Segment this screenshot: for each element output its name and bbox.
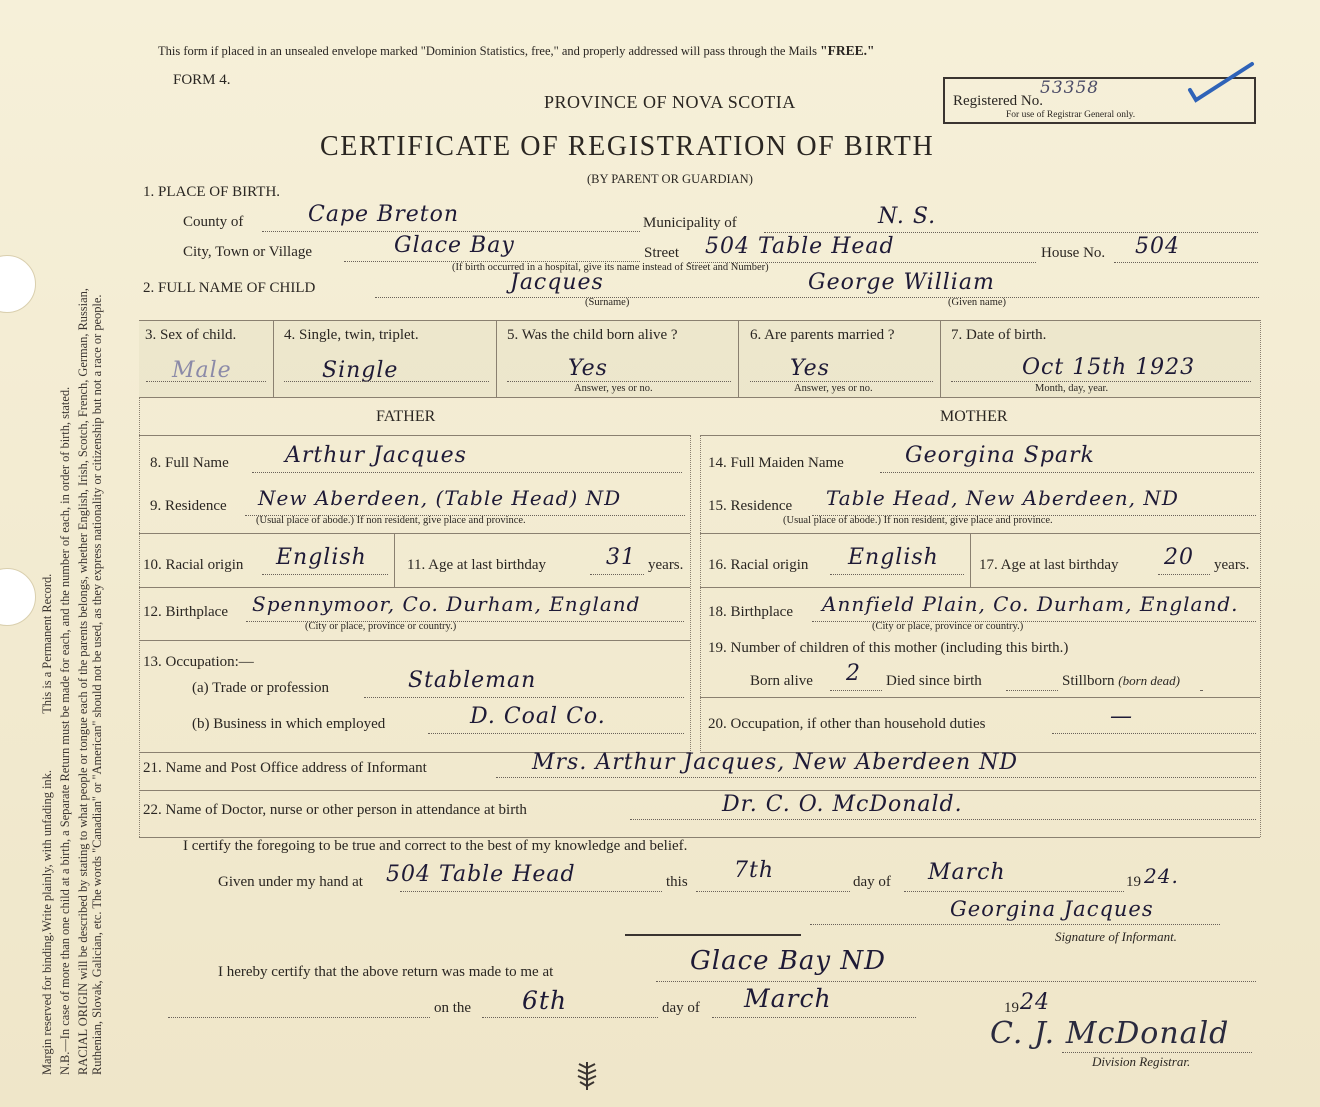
sex-label: 3. Sex of child. bbox=[145, 327, 237, 343]
province-title: PROVINCE OF NOVA SCOTIA bbox=[544, 92, 796, 112]
certification-day-value: 7th bbox=[734, 858, 775, 883]
house-number-label: House No. bbox=[1041, 245, 1106, 261]
father-birthplace-label: 12. Birthplace bbox=[143, 604, 228, 620]
born-alive-caption: Answer, yes or no. bbox=[574, 383, 653, 394]
informant-label: 21. Name and Post Office address of Informant bbox=[143, 760, 427, 776]
registrar-signature: C. J. McDonald bbox=[990, 1016, 1230, 1051]
certification-statement: I certify the foregoing to be true and correct to the best of my knowledge and belief. bbox=[183, 838, 688, 854]
given-place-value: 504 Table Head bbox=[386, 862, 576, 887]
mother-birthplace-label: 18. Birthplace bbox=[708, 604, 793, 620]
registrar-on-the-label: on the bbox=[434, 1000, 472, 1016]
registered-number: 53358 bbox=[1040, 78, 1100, 98]
born-alive-count-value: 2 bbox=[846, 661, 861, 686]
street-value: 504 Table Head bbox=[705, 234, 895, 259]
father-business-label: (b) Business in which employed bbox=[192, 716, 386, 732]
certification-year-value: 24. bbox=[1144, 864, 1179, 888]
mother-name-label: 14. Full Maiden Name bbox=[708, 455, 844, 471]
margin-note-ink: Write plainly, with unfading ink. bbox=[40, 770, 54, 932]
father-racial-value: English bbox=[276, 545, 367, 570]
city-label: City, Town or Village bbox=[183, 244, 313, 260]
municipality-label: Municipality of bbox=[643, 215, 737, 231]
mother-racial-label: 16. Racial origin bbox=[708, 557, 809, 573]
father-birthplace-caption: (City or place, province or country.) bbox=[305, 621, 457, 632]
division-registrar-caption: Division Registrar. bbox=[1092, 1054, 1191, 1069]
this-label: this bbox=[666, 874, 688, 890]
father-name-label: 8. Full Name bbox=[150, 455, 229, 471]
father-age-unit: years. bbox=[648, 557, 684, 573]
binding-hole-top bbox=[0, 255, 36, 313]
mother-birthplace-caption: (City or place, province or country.) bbox=[872, 621, 1024, 632]
mother-occupation-value: — bbox=[1110, 704, 1133, 729]
registrar-year-prefix: 19 bbox=[1004, 1000, 1019, 1016]
registrar-month-value: March bbox=[744, 984, 832, 1013]
margin-note-permanent: This is a Permanent Record. bbox=[40, 573, 54, 714]
binding-hole-bottom bbox=[0, 568, 36, 626]
father-age-value: 31 bbox=[606, 545, 636, 570]
mother-age-value: 20 bbox=[1164, 545, 1194, 570]
father-name-value: Arthur Jacques bbox=[285, 443, 467, 468]
born-alive-value: Yes bbox=[568, 356, 608, 381]
certification-month-value: March bbox=[928, 860, 1006, 885]
mother-occupation-label: 20. Occupation, if other than household duties bbox=[708, 716, 986, 732]
form-number: FORM 4. bbox=[173, 72, 231, 88]
parents-married-label: 6. Are parents married ? bbox=[750, 327, 895, 343]
mother-residence-label: 15. Residence bbox=[708, 498, 793, 514]
house-number-value: 504 bbox=[1135, 234, 1180, 259]
margin-note-multiple-births: N.B.—In case of more than one child at a birth, a Separate Return must be made for each, and the number of each, in order of birth, stated. bbox=[57, 386, 72, 1075]
child-name-label: 2. FULL NAME OF CHILD bbox=[143, 280, 316, 296]
margin-note-racial-origin: RACIAL ORIGIN will be described by stating to what people or tongue each of the parents belongs, whether English, Irish, Scotch, French, German, Russian, bbox=[75, 288, 90, 1075]
father-trade-label: (a) Trade or profession bbox=[192, 680, 330, 696]
died-since-birth-label: Died since birth bbox=[886, 673, 982, 689]
mother-heading: MOTHER bbox=[940, 408, 1008, 425]
born-alive-label: 5. Was the child born alive ? bbox=[507, 327, 678, 343]
father-business-value: D. Coal Co. bbox=[470, 704, 606, 729]
mail-notice: This form if placed in an unsealed envelope marked "Dominion Statistics, free," and properly addressed will pass through the Mails "FREE." bbox=[158, 43, 875, 58]
margin-notes bbox=[40, 35, 140, 1075]
county-label: County of bbox=[183, 214, 244, 230]
date-of-birth-label: 7. Date of birth. bbox=[951, 327, 1047, 343]
date-of-birth-caption: Month, day, year. bbox=[1035, 383, 1109, 394]
child-surname: Jacques bbox=[510, 270, 604, 295]
city-value: Glace Bay bbox=[394, 233, 515, 258]
father-residence-value: New Aberdeen, (Table Head) ND bbox=[258, 486, 622, 510]
parents-married-value: Yes bbox=[790, 356, 830, 381]
mother-children-label: 19. Number of children of this mother (including this birth.) bbox=[708, 640, 1069, 656]
doctor-value: Dr. C. O. McDonald. bbox=[722, 792, 963, 817]
mother-residence-value: Table Head, New Aberdeen, ND bbox=[826, 486, 1179, 510]
mother-residence-caption: (Usual place of abode.) If non resident, give place and province. bbox=[783, 515, 1053, 526]
registrar-general-note: For use of Registrar General only. bbox=[1006, 110, 1136, 120]
county-value: Cape Breton bbox=[308, 202, 460, 227]
hospital-note: (If birth occurred in a hospital, give its name instead of Street and Number) bbox=[452, 262, 769, 273]
doctor-label: 22. Name of Doctor, nurse or other person in attendance at birth bbox=[143, 802, 527, 818]
registrar-day-of-label: day of bbox=[662, 1000, 700, 1016]
given-name-caption: (Given name) bbox=[948, 297, 1007, 308]
parents-married-caption: Answer, yes or no. bbox=[794, 383, 873, 394]
father-birthplace-value: Spennymoor, Co. Durham, England bbox=[252, 592, 641, 616]
father-age-label: 11. Age at last birthday bbox=[407, 557, 546, 573]
certification-year-prefix: 19 bbox=[1126, 874, 1141, 890]
father-heading: FATHER bbox=[376, 408, 436, 425]
certificate-title: CERTIFICATE OF REGISTRATION OF BIRTH bbox=[320, 131, 935, 162]
registrar-place-value: Glace Bay ND bbox=[690, 946, 886, 976]
date-of-birth-value: Oct 15th 1923 bbox=[1022, 355, 1196, 380]
mother-age-label: 17. Age at last birthday bbox=[979, 557, 1119, 573]
father-residence-caption: (Usual place of abode.) If non resident, give place and province. bbox=[256, 515, 526, 526]
check-mark-icon bbox=[1186, 60, 1256, 108]
margin-note-binding: Margin reserved for binding. bbox=[40, 932, 54, 1075]
registrar-statement: I hereby certify that the above return was made to me at bbox=[218, 964, 554, 980]
certification-day-of-label: day of bbox=[853, 874, 891, 890]
mother-age-unit: years. bbox=[1214, 557, 1250, 573]
mother-name-value: Georgina Spark bbox=[905, 443, 1095, 468]
given-under-label: Given under my hand at bbox=[218, 874, 363, 890]
born-alive-count-label: Born alive bbox=[750, 673, 813, 689]
father-occupation-label: 13. Occupation:— bbox=[143, 654, 254, 670]
surname-caption: (Surname) bbox=[585, 297, 630, 308]
registered-label: Registered No. bbox=[953, 93, 1043, 109]
registrar-year-value: 24 bbox=[1020, 990, 1050, 1015]
informant-signature-caption: Signature of Informant. bbox=[1055, 929, 1177, 944]
informant-value: Mrs. Arthur Jacques, New Aberdeen ND bbox=[532, 750, 1018, 775]
certificate-subtitle: (BY PARENT OR GUARDIAN) bbox=[587, 172, 753, 186]
father-racial-label: 10. Racial origin bbox=[143, 557, 244, 573]
mother-birthplace-value: Annfield Plain, Co. Durham, England. bbox=[822, 592, 1239, 616]
mother-racial-value: English bbox=[848, 545, 939, 570]
child-given-name: George William bbox=[808, 270, 995, 295]
father-trade-value: Stableman bbox=[408, 668, 537, 693]
father-residence-label: 9. Residence bbox=[150, 498, 227, 514]
place-of-birth-heading: 1. PLACE OF BIRTH. bbox=[143, 184, 281, 200]
plurality-label: 4. Single, twin, triplet. bbox=[284, 327, 419, 343]
wheat-stamp-icon bbox=[574, 1060, 600, 1092]
municipality-value: N. S. bbox=[878, 204, 937, 229]
street-label: Street bbox=[644, 245, 679, 261]
informant-signature: Georgina Jacques bbox=[950, 897, 1154, 921]
sex-value: Male bbox=[172, 358, 232, 383]
stillborn-label: Stillborn (born dead) bbox=[1062, 673, 1181, 689]
plurality-value: Single bbox=[322, 358, 399, 383]
registrar-day-value: 6th bbox=[522, 986, 568, 1015]
margin-note-racial-origin-cont: Ruthenian, Slovak, Galician, etc. The words "Canadian" or "American" should not be used, as they express nationality or citizenship but not a race or people. bbox=[90, 294, 105, 1075]
